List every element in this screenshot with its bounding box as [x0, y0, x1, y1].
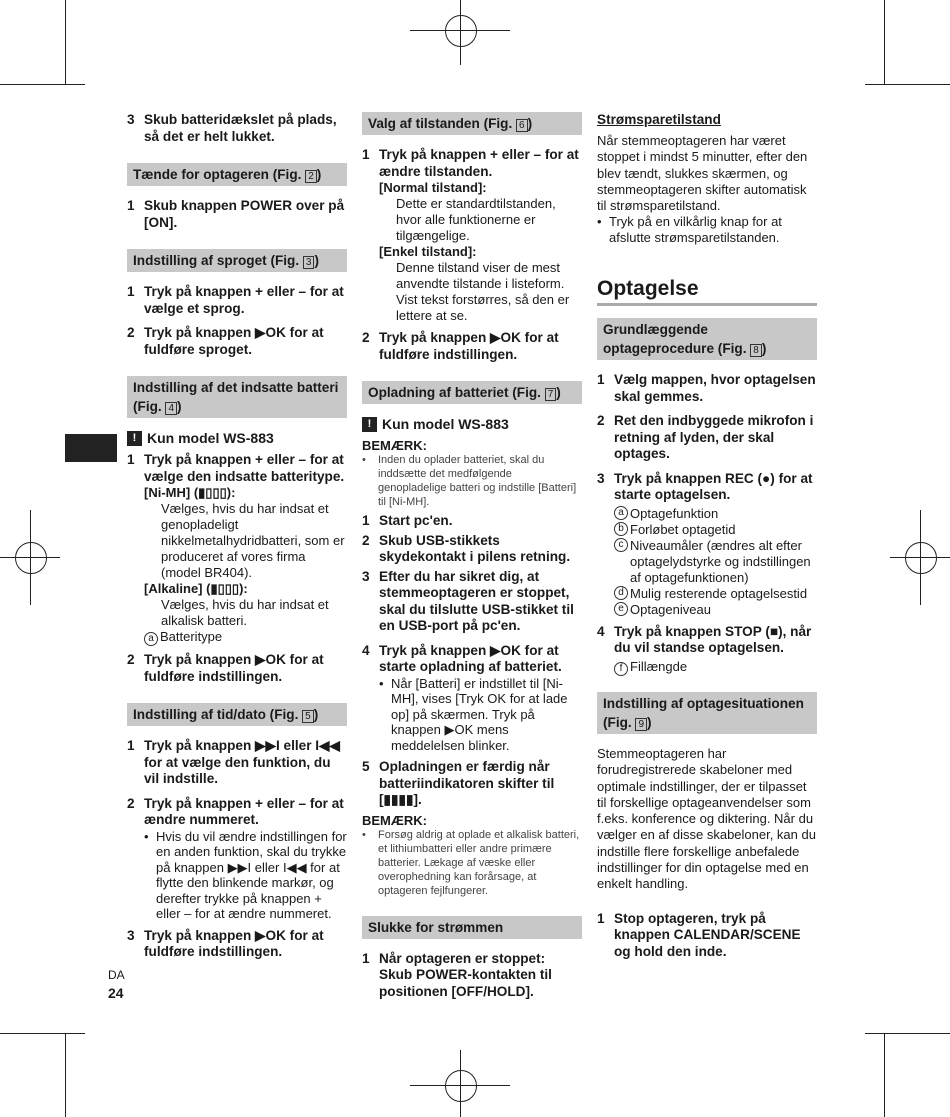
section-heading: Slukke for strømmen [362, 916, 582, 939]
step: 1 Tryk på knappen ▶▶I eller I◀◀ for at vælge den funktion, du vil indstille. [127, 738, 340, 786]
step: 1 Stop optageren, tryk på knappen CALENDAR/SCENE og hold den inde. [597, 910, 801, 959]
crop-mark [884, 0, 885, 85]
side-tab [65, 434, 117, 462]
step: 1 Når optageren er stoppet: Skub POWER-kontakten til positionen [OFF/HOLD]. [362, 950, 552, 999]
legend-item: b Forløbet optagetid [614, 522, 817, 538]
column-1 [127, 112, 347, 969]
registration-mark [410, 1085, 510, 1086]
column-3 [597, 112, 817, 968]
step: 2 Tryk på knappen + eller – for at ændre nummeret. [127, 795, 344, 827]
step: 1 Tryk på knappen + eller – for at vælge et sprog. [127, 284, 344, 316]
step: 2 Tryk på knappen ▶OK for at fuldføre sproget. [127, 325, 324, 357]
crop-mark [865, 1033, 950, 1034]
step: 4 Tryk på knappen ▶OK for at starte opladning af batteriet. [362, 642, 562, 674]
language-code: DA [108, 968, 125, 982]
subsection-title: Strømsparetilstand [597, 112, 721, 127]
section-heading: Valg af tilstanden (Fig. 6 ) [362, 112, 582, 135]
registration-mark [460, 1050, 461, 1117]
legend-item: f Fillængde [614, 659, 817, 676]
registration-mark [890, 557, 950, 558]
note: • Forsøg aldrig at oplade et alkalisk batteri, et lithiumbatteri eller andre primære batterier. Lækage af væske eller overophedning kan forårsage, at optageren fejlfungerer. [362, 828, 580, 897]
section-heading: Indstilling af tid/dato (Fig. 5 ) [127, 703, 347, 726]
registration-mark [460, 0, 461, 65]
step: 1 Start pc'en. [362, 513, 453, 528]
step: 2 Skub USB-stikkets skydekontakt i pilens retning. [362, 532, 571, 564]
page-number: 24 [108, 985, 124, 1001]
option: [Normal tilstand]: Dette er standardtilstanden, hvor alle funktionerne er tilgængelige. [Enkel tilstand]: Denne tilstand viser de mest anvendte tilstande i listeform. Vist tekst forstørres, så den er lettere at se. [379, 180, 570, 323]
column-2 [362, 112, 582, 1008]
section-heading: Grundlæggende optageprocedure (Fig. 8 ) [597, 318, 817, 360]
step: 2 Tryk på knappen ▶OK for at fuldføre indstillingen. [127, 652, 324, 684]
section-heading: Opladning af batteriet (Fig. 7 ) [362, 381, 582, 404]
legend-item: a Optagefunktion [614, 506, 817, 522]
registration-mark [15, 542, 47, 574]
paragraph: Stemmeoptageren har forudregistrerede skabeloner med optimale indstillinger, der er tilpasset til forskellige optageanvendelser som f.eks. konference og diktering. Når du vælger en af disse skabeloner, kan du indstille flere forskellige anbefalede indstillinger for din optagelse med en enkelt handling. [597, 745, 816, 892]
section-heading: Indstilling af sproget (Fig. 3 ) [127, 249, 347, 272]
registration-mark [905, 542, 937, 574]
crop-mark [884, 1033, 885, 1117]
crop-mark [65, 1033, 66, 1117]
note: • Inden du oplader batteriet, skal du inddsætte det medfølgende genopladelige batteri og indstille [Batteri] til [Ni-MH]. [362, 454, 577, 508]
step: 3 Skub batteridækslet på plads, så det er helt lukket. [127, 112, 337, 144]
section-title: Optagelse [597, 277, 817, 306]
step: 1 Tryk på knappen + eller – for at ændre tilstanden. [362, 147, 579, 179]
paragraph: Når stemmeoptageren har været stoppet i mindst 5 minutter, efter den blev tændt, slukkes skærmen, og stemmeoptageren skifter automatisk til strømsparetilstand. [597, 133, 808, 214]
legend-item: c Niveaumåler (ændres alt efter optagelydstyrke og indstillingen af optagefunktionen) [614, 538, 817, 586]
legend-item: d Mulig resterende optagelsestid [614, 586, 817, 602]
model-note: ! Kun model WS-883 [362, 416, 582, 432]
warning-icon: ! [127, 431, 142, 446]
note-title: BEMÆRK: [362, 438, 427, 453]
legend-item: e Optageniveau [614, 602, 817, 618]
section-heading: Indstilling af det indsatte batteri (Fig. 4 ) [127, 376, 347, 418]
crop-mark [0, 84, 85, 85]
registration-mark [410, 30, 510, 31]
registration-mark [445, 1070, 477, 1102]
step: 2 Ret den indbyggede mikrofon i retning af lyden, der skal optages. [597, 413, 814, 462]
registration-mark [0, 557, 60, 558]
step: 1 Tryk på knappen + eller – for at vælge den indsatte batteritype. [127, 452, 345, 484]
step: 3 Tryk på knappen ▶OK for at fuldføre indstillingen. [127, 927, 324, 959]
note-title: BEMÆRK: [362, 812, 427, 828]
legend-list [614, 506, 817, 618]
model-note: ! Kun model WS-883 [127, 430, 347, 446]
step: 1 Vælg mappen, hvor optagelsen skal gemmes. [597, 372, 816, 404]
step: 2 Tryk på knappen ▶OK for at fuldføre indstillingen. [362, 330, 559, 362]
section-heading: Tænde for optageren (Fig. 2 ) [127, 163, 347, 186]
step: 4 Tryk på knappen STOP (■), når du vil standse optagelsen. [597, 623, 812, 656]
crop-mark [0, 1033, 85, 1034]
step: 5 Opladningen er færdig når batteriindikatoren skifter til [▮▮▮▮]. [362, 759, 555, 807]
crop-mark [65, 0, 66, 85]
crop-mark [865, 84, 950, 85]
bullet: • Hvis du vil ændre indstillingen for en anden funktion, skal du trykke på knappen ▶▶I eller I◀◀ for at flytte den blinkende markør, og derefter trykke på knappen + eller – for at ændre nummeret. [144, 828, 347, 921]
warning-icon: ! [362, 417, 377, 432]
step: 3 Efter du har sikret dig, at stemmeoptageren er stoppet, skal du tilslutte USB-stikket til en USB-port på pc'en. [362, 568, 574, 633]
bullet: • Når [Batteri] er indstillet til [Ni-MH], vises [Tryk OK for at lade op] på skærmen. Tryk på knappen ▶OK mens meddelelsen blinker. [379, 675, 568, 753]
option: [Ni-MH] (▮▯▯▯): Vælges, hvis du har indsat et genopladeligt nikkelmetalhydridbatteri, som er produceret af vores firma (model BR404). [Alkaline] (▮▯▯▯): Vælges, hvis du har indsat et alkalisk batteri. a Batteritype [144, 485, 345, 644]
step: 1 Skub knappen POWER over på [ON]. [127, 198, 345, 230]
bullet: • Tryk på en vilkårlig knap for at afslutte strømsparetilstanden. [597, 214, 782, 245]
section-heading: Indstilling af optagesituationen (Fig. 9 ) [597, 692, 817, 734]
step: 3 Tryk på knappen REC (●) for at starte optagelsen. [597, 470, 813, 503]
registration-mark [445, 15, 477, 47]
